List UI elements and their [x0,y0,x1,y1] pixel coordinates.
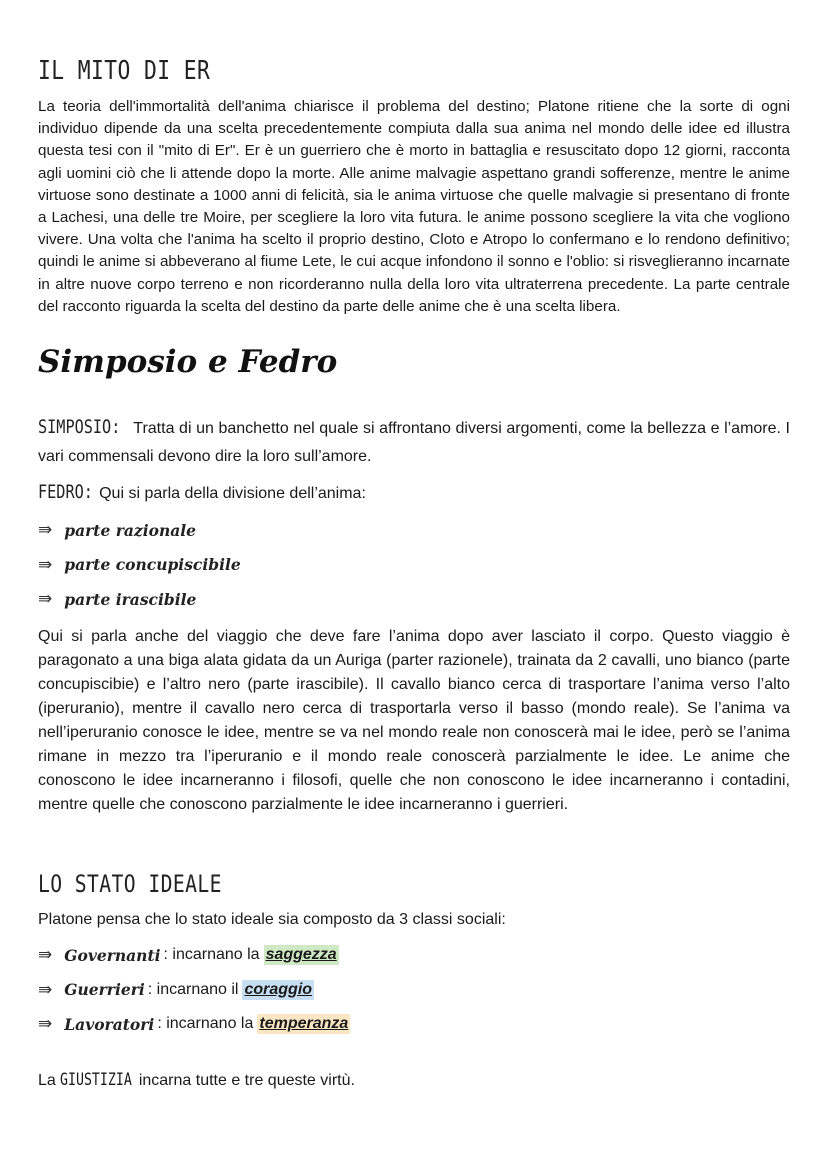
list-item [38,513,241,548]
double-arrow-icon: ⇛ [38,589,53,609]
giustizia-sentence [38,1070,355,1090]
fedro-text: Qui si parla della divisione dell’anima: [99,485,366,502]
list-item [38,582,241,617]
list-item [38,973,350,1008]
simposio-label: SIMPOSIO: [38,416,121,438]
mito-di-er-paragraph: La teoria dell'immortalità dell'anima chiarisce il problema del destino; Platone ritiene che la sorte di ogni individuo dipende da una scelta precedentemente compiuta dalla sua anima nel mondo delle idee ed illustra questa tesi con il "mito di Er". Er è un guerriero che è morto in battaglia e resuscitato dopo 12 giorni, racconta agli uomini ciò che li attende dopo la morte. Alle anime malvagie aspettano grandi sofferenze, mentre le anime virtuose sono destinate a 1000 anni di felicità, sia le anima virtuose che quelle malvagie si presentano di fronte a Lachesi, una delle tre Moire, per scegliere la loro vita futura. le anime possono scegliere la vita che vogliono vivere. Una volta che l'anima ha scelto il proprio destino, Cloto e Atropo lo confermano e lo rendono definitivo; quindi le anime si abbeverano al fiume Lete, le cui acque infondono il sonno e l'oblio: si risveglieranno incarnate in altre nuove corpo terreno e non ricorderanno nulla della loro vita ultraterrena precedente. La parte centrale del racconto riguarda la scelta del destino da parte delle anime che è una scelta libera. [38,98,790,315]
part-label: parte razionale [64,520,197,540]
giustizia-label: GIUSTIZIA [60,1070,133,1090]
classi-sociali-list [38,938,350,1042]
list-item [38,938,350,973]
giustizia-pre: La [38,1072,56,1089]
fedro-paragraph [38,481,366,503]
stato-ideale-intro: Platone pensa che lo stato ideale sia composto da 3 classi sociali: [38,911,506,928]
class-text: : incarnano la [163,946,260,964]
double-arrow-icon: ⇛ [38,520,53,540]
mito-di-er-title: IL MITO DI ER [38,56,211,86]
part-label: parte irascibile [64,589,197,609]
double-arrow-icon: ⇛ [38,945,53,965]
double-arrow-icon: ⇛ [38,979,53,999]
class-name: Lavoratori [64,1014,155,1034]
viaggio-paragraph: Qui si parla anche del viaggio che deve fare l’anima dopo aver lasciato il corpo. Questo viaggio è paragonato a una biga alata gidata da un Auriga (parter razionele), trainata da 2 cavalli, uno bianco (parte concupiscibie) e l’altro nero (parte irascibile). Il cavallo bianco cerca di trasportare l’anima verso l’alto (iperuranio), mentre il cavallo nero cerca di trasportarla verso il basso (mondo reale). Se l’anima va nell’iperuranio conosce le idee, mentre se va nel mondo reale non conoscerà mai le idee, però se l’anima rimane in mezzo tra l’iperuranio e il mondo reale conoscerà parzialmente le idee. Le anime che conoscono le idee incarneranno i filosofi, quelle che non conoscono le idee incarneranno i contadini, mentre quelle che conoscono parzialmente le idee incarneranno i guerrieri. [38,628,790,813]
simposio-paragraph [38,413,790,471]
stato-ideale-title: LO STATO IDEALE [38,870,222,898]
class-name: Guerrieri [64,980,145,1000]
fedro-label: FEDRO: [38,481,93,503]
giustizia-post: incarna tutte e tre queste virtù. [138,1072,355,1089]
simposio-fedro-title: Simposio e Fedro [38,344,338,380]
class-name: Governanti [64,945,161,965]
virtue-highlight: saggezza [265,946,337,964]
list-item [38,548,241,583]
part-label: parte concupiscibile [64,555,241,575]
double-arrow-icon: ⇛ [38,1014,53,1034]
list-item [38,1007,350,1042]
virtue-highlight: temperanza [259,1015,349,1033]
double-arrow-icon: ⇛ [38,554,53,574]
virtue-highlight: coraggio [244,980,313,998]
simposio-text: Tratta di un banchetto nel quale si affrontano diversi argomenti, come la bellezza e l’amore. I vari commensali devono dire la loro sull’amore. [38,420,791,465]
anima-parts-list [38,513,241,617]
class-text: : incarnano il [147,980,239,998]
class-text: : incarnano la [157,1015,254,1033]
